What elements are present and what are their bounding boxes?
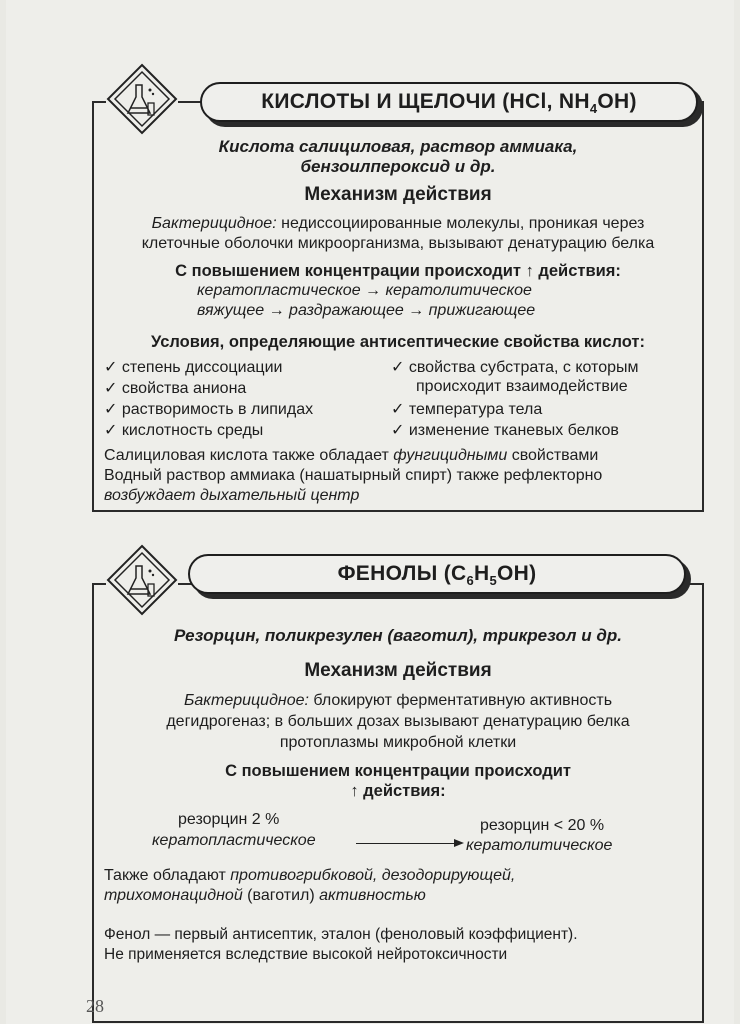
phenols-examples: Резорцин, поликрезулен (ваготил), трикрезол и др. xyxy=(174,626,622,645)
condition-right-2: ✓ температура тела xyxy=(391,401,543,418)
phenols-also-line2: трихомонацидной (ваготил) активностью xyxy=(104,887,426,904)
acids-bactericidal-line1: Бактерицидное: недиссоциированные молекулы, проникая через xyxy=(151,215,645,232)
keratolytic-label: кератолитическое xyxy=(466,837,613,854)
phenols-bactericidal-line2: дегидрогеназ; в больших дозах вызывают денатурацию белка xyxy=(166,713,630,730)
acids-note-salicylic: Салициловая кислота также обладает фунгицидными свойствами xyxy=(104,447,599,464)
acids-examples-line1: Кислота салициловая, раствор аммиака, xyxy=(218,137,578,156)
phenols-bactericidal-label: Бактерицидное: xyxy=(183,692,309,709)
acids-mechanism-heading: Механизм действия xyxy=(304,184,492,205)
phenols-bactericidal-line3: протоплазмы микробной клетки xyxy=(279,734,517,751)
phenols-also-line1: Также обладают противогрибковой, дезодорирующей, xyxy=(104,867,516,884)
resorcin-2-percent: резорцин 2 % xyxy=(178,811,280,828)
acids-title: КИСЛОТЫ И ЩЕЛОЧИ (HCl, $NH_4OH$) xyxy=(200,82,698,122)
acids-bactericidal-label: Бактерицидное: xyxy=(151,215,277,232)
acids-bactericidal-line2: клеточные оболочки микроорганизма, вызывают денатурацию белка xyxy=(141,235,655,252)
phenol-note-line1: Фенол — первый антисептик, эталон (феноловый коэффициент). xyxy=(104,926,578,943)
condition-left-3: ✓ растворимость в липидах xyxy=(104,401,314,418)
phenols-conc-heading1: С повышением концентрации происходит xyxy=(225,762,571,780)
condition-right-1: ✓ свойства субстрата, с которым xyxy=(391,359,639,376)
condition-right-3: ✓ изменение тканевых белков xyxy=(391,422,619,439)
transition-arrow-line xyxy=(356,843,456,844)
acids-note-ammonia: Водный раствор аммиака (нашатырный спирт) также рефлекторно xyxy=(104,467,603,484)
phenols-bactericidal-line1: Бактерицидное: блокируют ферментативную активность xyxy=(183,692,613,709)
flask-diamond-icon xyxy=(106,63,178,135)
phenols-conc-heading2: ↑ действия: xyxy=(350,782,446,800)
phenols-mechanism-heading: Механизм действия xyxy=(304,660,492,681)
page-number: 28 xyxy=(86,996,104,1016)
acids-conc-line2: вяжущее → раздражающее → прижигающее xyxy=(197,302,536,319)
transition-arrow-head xyxy=(454,839,464,847)
acids-concentration-heading: С повышением концентрации происходит ↑ действия: xyxy=(175,262,621,280)
acids-note-breathing: возбуждает дыхательный центр xyxy=(104,487,360,504)
phenols-title: ФЕНОЛЫ $(C_6H_5OH)$ xyxy=(188,554,686,594)
condition-left-4: ✓ кислотность среды xyxy=(104,422,264,439)
condition-right-1-cont: происходит взаимодействие xyxy=(416,378,628,395)
acids-conditions-heading: Условия, определяющие антисептические свойства кислот: xyxy=(151,333,645,351)
condition-left-1: ✓ степень диссоциации xyxy=(104,359,283,376)
keratoplastic-label: кератопластическое xyxy=(152,832,316,849)
acids-examples-line2: бензоилпероксид и др. xyxy=(300,157,496,176)
condition-left-2: ✓ свойства аниона xyxy=(104,380,247,397)
phenol-note-line2: Не применяется вследствие высокой нейротоксичности xyxy=(104,946,508,963)
acids-conc-line1: кератопластическое → кератолитическое xyxy=(197,282,532,299)
flask-diamond-icon xyxy=(106,544,178,616)
resorcin-20-percent: резорцин < 20 % xyxy=(480,817,605,834)
